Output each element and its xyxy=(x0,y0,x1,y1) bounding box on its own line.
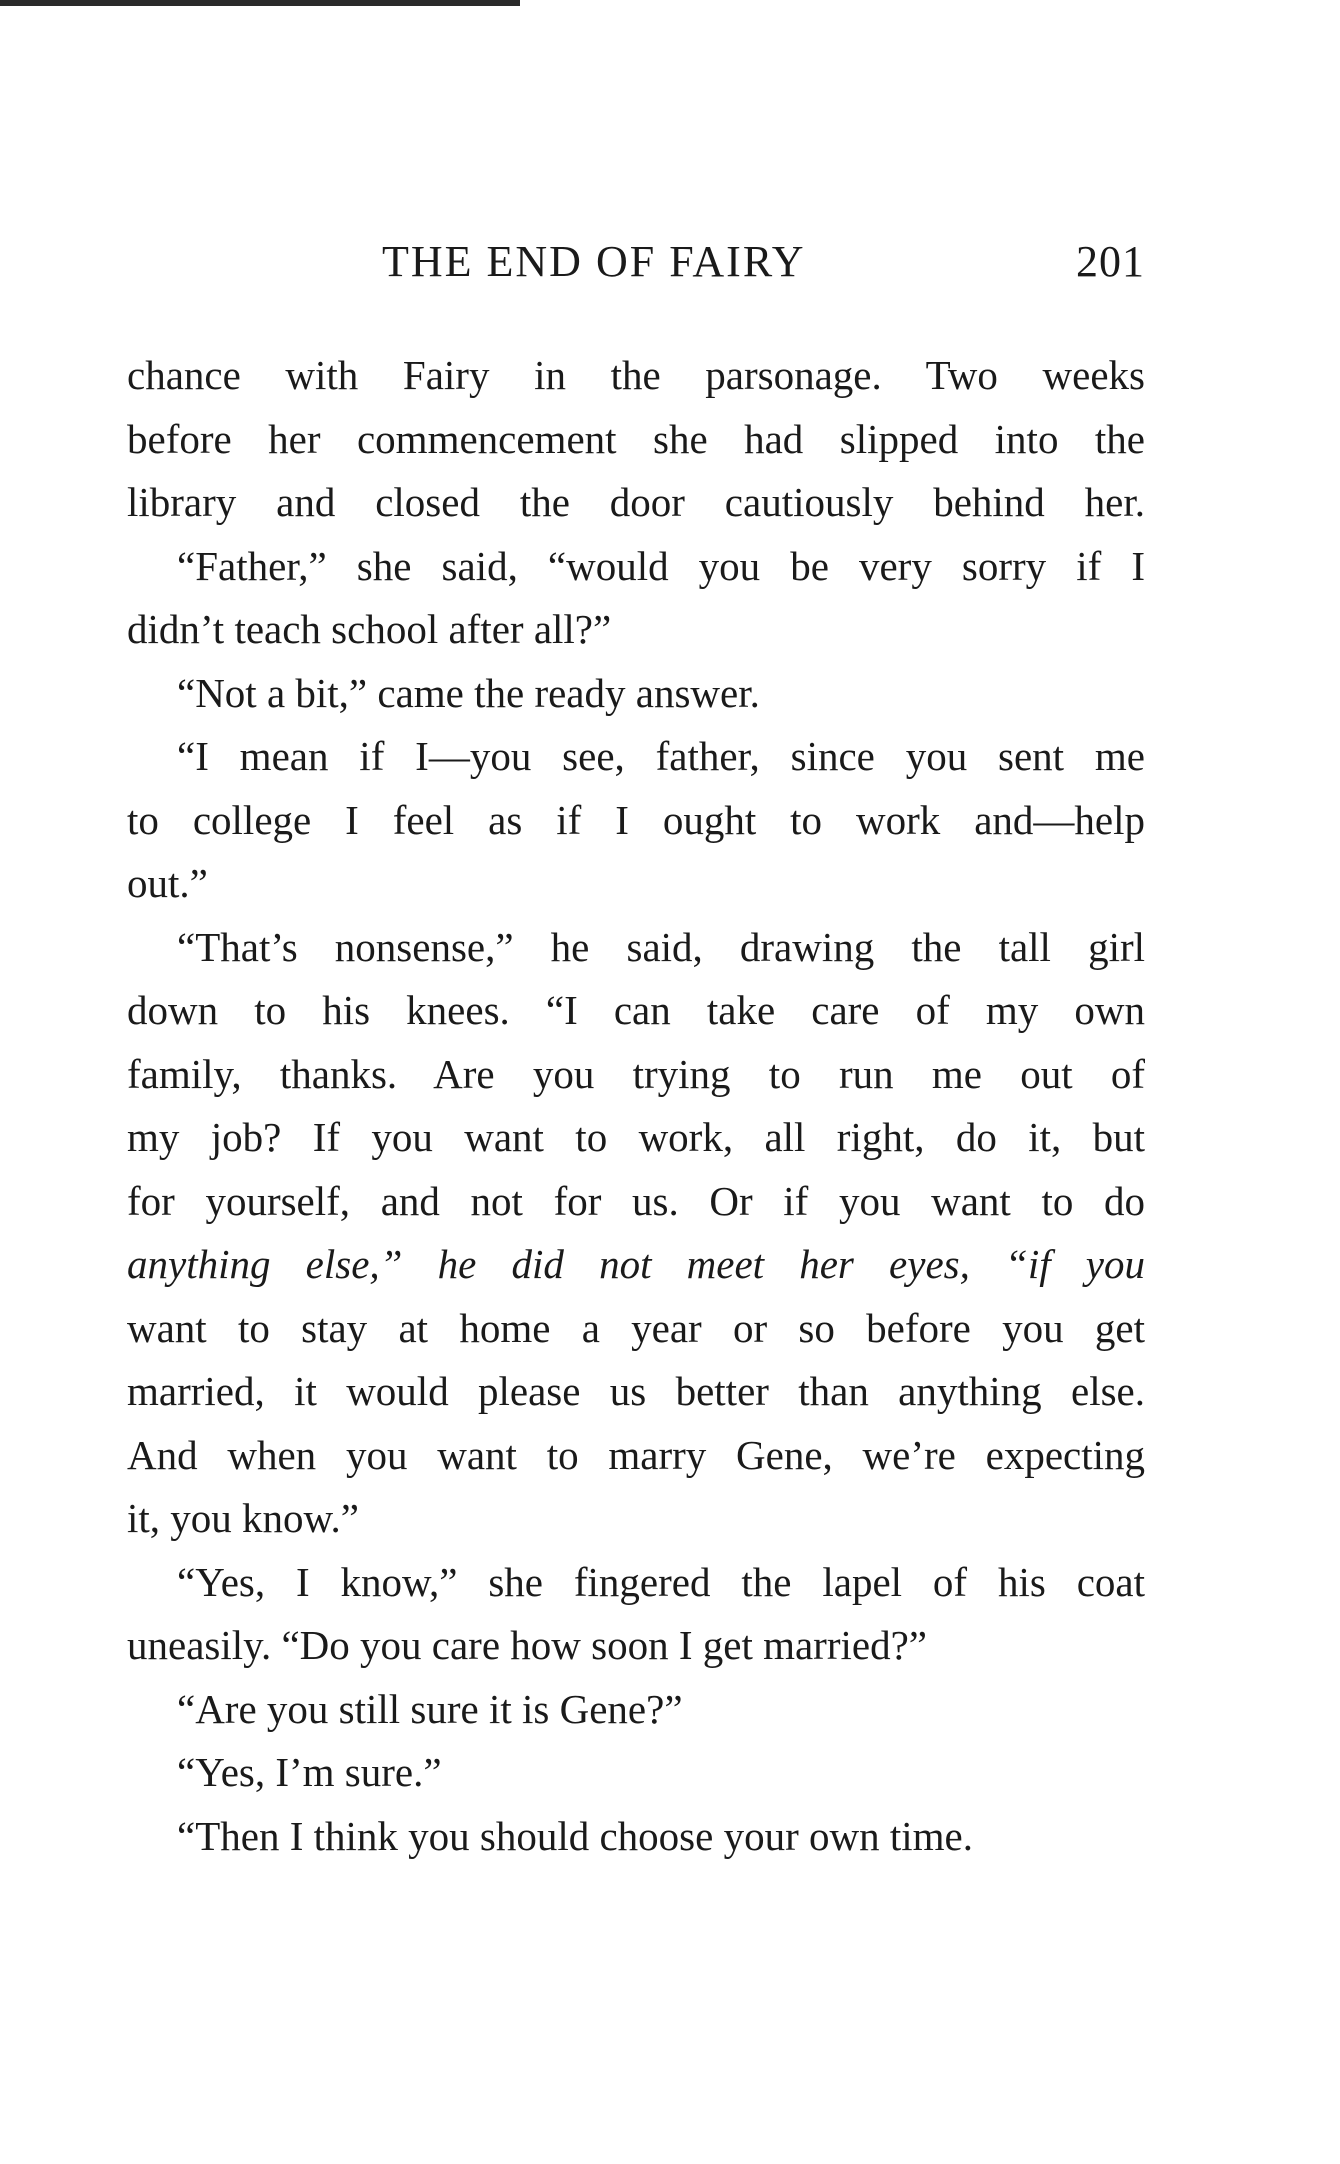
text-line: chance with Fairy in the parsonage. Two weeks xyxy=(127,352,1145,398)
page-number: 201 xyxy=(1076,237,1145,286)
text-line: before her commencement she had slipped into the xyxy=(127,415,1145,462)
text-line: “Then I think you should choose your own time. xyxy=(177,1812,973,1859)
scan-edge-rule xyxy=(0,0,520,6)
text-line: And when you want to marry Gene, we’re expecting xyxy=(127,1431,1145,1478)
page-header xyxy=(127,232,1145,292)
text-line: for yourself, and not for us. Or if you want to do xyxy=(127,1177,1145,1224)
page-body xyxy=(127,344,1145,1868)
text-line: “Not a bit,” came the ready answer. xyxy=(177,669,760,716)
text-line: married, it would please us better than anything else. xyxy=(127,1368,1145,1414)
text-line: to college I feel as if I ought to work and—help xyxy=(127,796,1145,843)
text-line: want to stay at home a year or so before you get xyxy=(127,1304,1145,1351)
text-line: “Father,” she said, “would you be very sorry if I xyxy=(177,542,1145,589)
text-line: it, you know.” xyxy=(127,1495,359,1541)
text-line: my job? If you want to work, all right, do it, but xyxy=(127,1114,1145,1160)
text-line: didn’t teach school after all?” xyxy=(127,606,612,652)
text-line: “Yes, I know,” she fingered the lapel of his coat xyxy=(177,1558,1145,1605)
text-line: “I mean if I—you see, father, since you sent me xyxy=(177,733,1145,779)
text-line: “That’s nonsense,” he said, drawing the tall girl xyxy=(177,923,1145,970)
text-line: down to his knees. “I can take care of my own xyxy=(127,987,1145,1033)
text-line: uneasily. “Do you care how soon I get married?” xyxy=(127,1622,927,1668)
running-title: THE END OF FAIRY xyxy=(382,237,806,286)
text-line: anything else,” he did not meet her eyes, “if you xyxy=(127,1241,1145,1287)
text-line: family, thanks. Are you trying to run me out of xyxy=(127,1050,1145,1097)
text-line: library and closed the door cautiously behind her. xyxy=(127,479,1145,525)
text-line: “Are you still sure it is Gene?” xyxy=(177,1685,683,1732)
text-line: “Yes, I’m sure.” xyxy=(177,1749,442,1795)
text-line: out.” xyxy=(127,860,208,906)
